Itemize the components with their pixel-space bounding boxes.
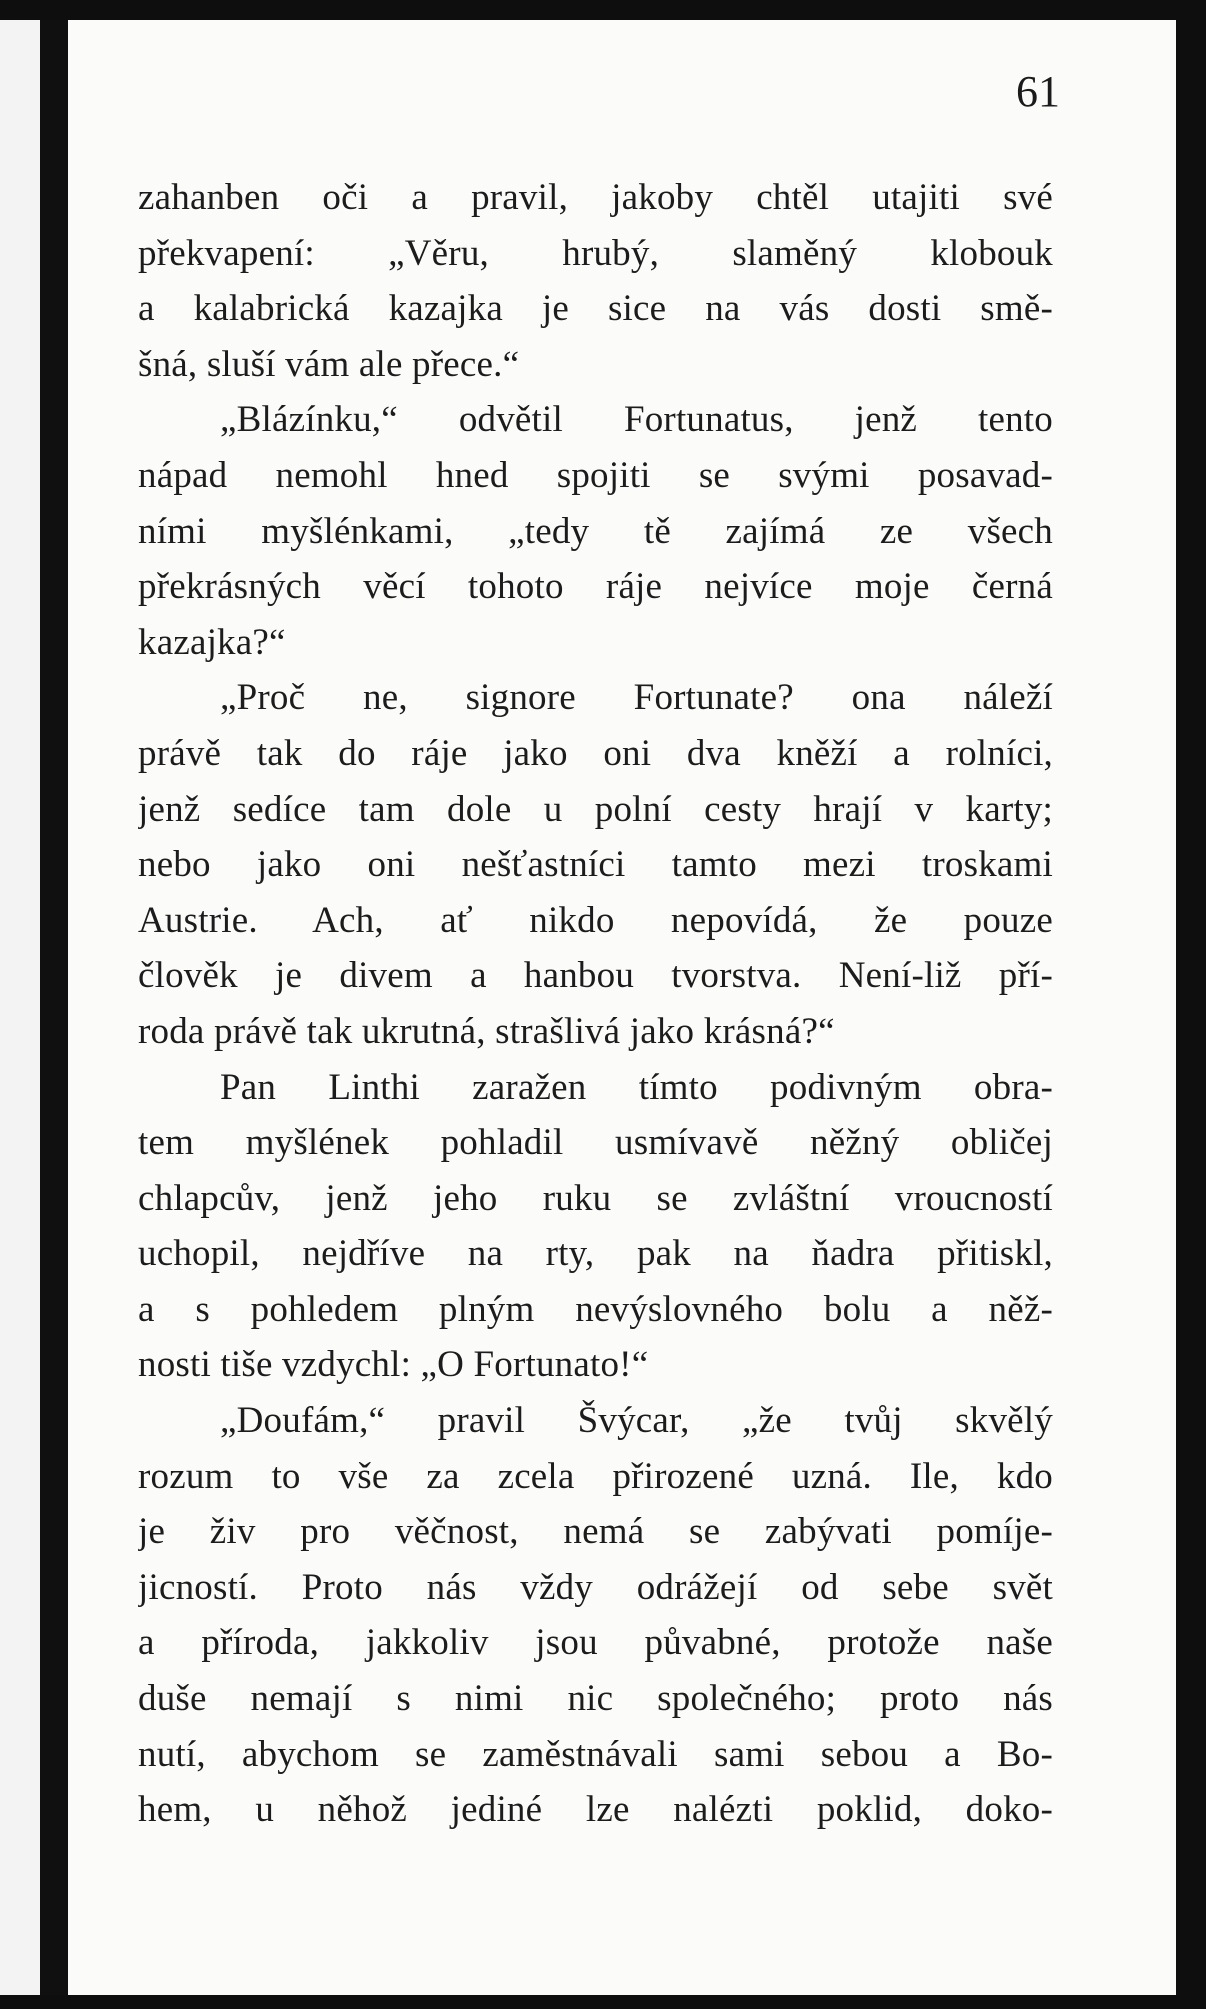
text-line: člověk je divem a hanbou tvorstva. Není-liž pří-: [138, 955, 1053, 997]
text-line: šná, sluší vám ale přece.“: [138, 343, 520, 385]
text-line: chlapcův, jenž jeho ruku se zvláštní vroucností: [138, 1177, 1053, 1219]
facing-page-edge: [0, 20, 44, 1995]
text-line: nutí, abychom se zaměstnávali sami sebou a Bo-: [138, 1733, 1053, 1775]
text-line: nebo jako oni nešťastníci tamto mezi troskami: [138, 844, 1053, 886]
text-line: duše nemají s nimi nic společného; proto nás: [138, 1678, 1053, 1720]
text-line: a s pohledem plným nevýslovného bolu a něž-: [138, 1288, 1053, 1330]
page-number: 61: [1016, 67, 1060, 116]
text-line: tem myšlének pohladil usmívavě něžný obličej: [138, 1122, 1053, 1164]
text-line: „Blázínku,“ odvětil Fortunatus, jenž tento: [220, 399, 1053, 441]
text-line: jenž sedíce tam dole u polní cesty hrají v karty;: [138, 788, 1053, 830]
text-line: a příroda, jakkoliv jsou půvabné, protože naše: [138, 1622, 1053, 1664]
text-line: kazajka?“: [138, 621, 286, 663]
text-line: je živ pro věčnost, nemá se zabývati pomíje-: [138, 1511, 1053, 1553]
text-line: zahanben oči a pravil, jakoby chtěl utajiti své: [138, 177, 1053, 218]
text-line: „Proč ne, signore Fortunate? ona náleží: [220, 677, 1053, 719]
text-line: ními myšlénkami, „tedy tě zajímá ze všech: [138, 510, 1053, 552]
text-line: překvapení: „Věru, hrubý, slaměný klobouk: [138, 232, 1053, 274]
text-line: roda právě tak ukrutná, strašlivá jako krásná?“: [138, 1010, 835, 1052]
text-line: uchopil, nejdříve na rty, pak na ňadra přitiskl,: [138, 1233, 1053, 1275]
right-border: [1176, 0, 1206, 2009]
text-line: „Doufám,“ pravil Švýcar, „že tvůj skvělý: [220, 1400, 1053, 1442]
text-line: nosti tiše vzdychl: „O Fortunato!“: [138, 1344, 649, 1386]
text-line: nápad nemohl hned spojiti se svými posavad-: [138, 454, 1053, 496]
text-line: Austrie. Ach, ať nikdo nepovídá, že pouze: [138, 899, 1053, 941]
text-line: Pan Linthi zaražen tímto podivným obra-: [220, 1066, 1053, 1108]
text-line: a kalabrická kazajka je sice na vás dosti smě-: [138, 288, 1053, 330]
text-line: rozum to vše za zcela přirozené uzná. Ile, kdo: [138, 1455, 1053, 1497]
text-line: právě tak do ráje jako oni dva kněží a rolníci,: [138, 732, 1053, 774]
book-gutter-shadow: [40, 20, 70, 1995]
text-line: hem, u něhož jediné lze nalézti poklid, doko-: [138, 1789, 1053, 1831]
text-line: jicností. Proto nás vždy odrážejí od sebe svět: [138, 1566, 1053, 1608]
body-text: [138, 170, 1053, 1838]
text-line: překrásných věcí tohoto ráje nejvíce moje černá: [138, 566, 1053, 608]
